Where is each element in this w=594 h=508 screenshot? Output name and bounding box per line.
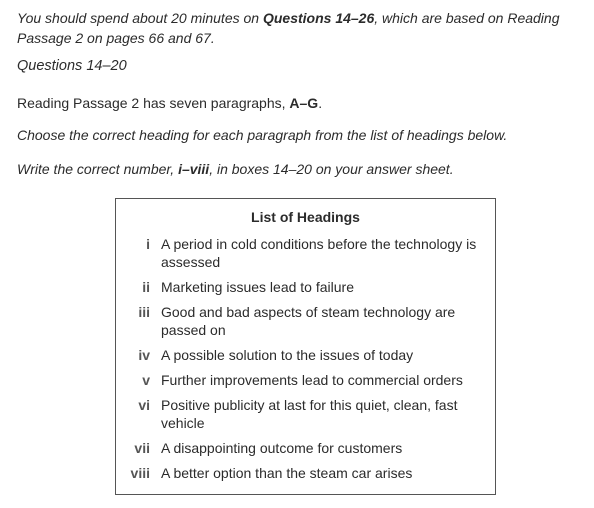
list-of-headings-title: List of Headings	[251, 209, 360, 225]
list-item	[116, 303, 495, 339]
paragraph-range: A–G	[289, 95, 319, 111]
heading-numeral: iii	[138, 304, 150, 320]
heading-text: Further improvements lead to commercial orders	[161, 372, 463, 388]
heading-numeral: vi	[138, 397, 150, 413]
list-item	[116, 235, 495, 271]
answer-sheet-instruction: Write the correct number, i–viii, in boxes 14–20 on your answer sheet.	[17, 161, 454, 177]
heading-text: Marketing issues lead to failure	[161, 279, 354, 295]
paragraph-count-instruction: Reading Passage 2 has seven paragraphs, A–G.	[17, 95, 323, 111]
heading-text: A disappointing outcome for customers	[161, 440, 403, 456]
heading-text: Positive publicity at last for this quiet, clean, fast vehicle	[161, 397, 458, 431]
heading-text: Good and bad aspects of steam technology are passed on	[161, 304, 456, 338]
heading-numeral: ii	[142, 279, 150, 295]
time-instruction	[17, 8, 587, 48]
heading-numeral: vii	[134, 440, 150, 456]
choose-heading-instruction: Choose the correct heading for each paragraph from the list of headings below.	[17, 127, 508, 143]
questions-range-bold: Questions 14–26	[262, 10, 375, 26]
numeral-range: i–viii	[178, 161, 210, 177]
heading-text: A period in cold conditions before the technology is assessed	[161, 236, 477, 270]
heading-numeral: v	[142, 372, 150, 388]
list-item	[116, 396, 495, 432]
time-instruction-text: You should spend about 20 minutes on	[17, 10, 263, 26]
heading-list	[116, 235, 495, 489]
list-item	[116, 464, 495, 482]
heading-text: A better option than the steam car arises	[161, 465, 413, 481]
list-item	[116, 439, 495, 457]
heading-numeral: viii	[130, 465, 150, 481]
heading-numeral: iv	[138, 347, 150, 363]
list-item	[116, 278, 495, 296]
question-range-heading: Questions 14–20	[17, 58, 127, 74]
heading-numeral: i	[146, 236, 150, 252]
list-item	[116, 371, 495, 389]
list-item	[116, 346, 495, 364]
time-instruction-suffix: , which are based on Reading Passage 2 on pages 66 and 67.	[17, 10, 560, 46]
heading-text: A possible solution to the issues of today	[161, 347, 414, 363]
list-of-headings-box	[115, 198, 496, 495]
